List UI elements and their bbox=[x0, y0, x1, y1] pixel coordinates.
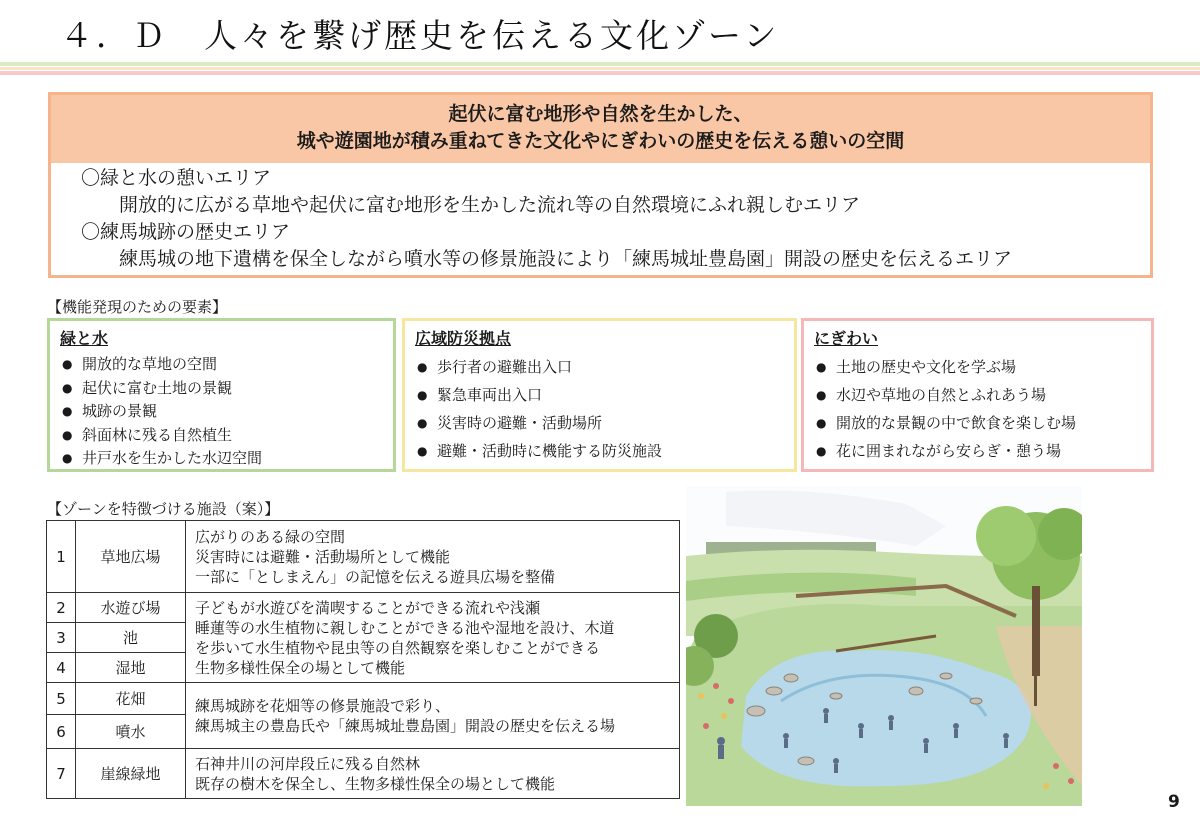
area-castle-history-title: 〇練馬城跡の歴史エリア bbox=[81, 221, 291, 243]
desc-line: 生物多様性保全の場として機能 bbox=[195, 658, 406, 677]
concept-box bbox=[48, 92, 1153, 278]
facility-name: 花畑 bbox=[76, 683, 186, 715]
area-castle-history-desc: 練馬城の地下遺構を保全しながら噴水等の修景施設により「練馬城址豊島園」開設の歴史を伝えるエリア bbox=[119, 248, 1013, 270]
function-box-title: にぎわい bbox=[814, 329, 879, 348]
functions-section-label: 【機能発現のための要素】 bbox=[47, 298, 228, 316]
facility-number: 6 bbox=[47, 715, 76, 749]
park-illustration-drawing bbox=[686, 486, 1082, 806]
concept-headline-line-2: 城や遊園地が積み重ねてきた文化やにぎわいの歴史を伝える憩いの空間 bbox=[296, 130, 905, 152]
desc-line: を歩いて水生植物や昆虫等の自然観察を楽しむことができる bbox=[195, 638, 601, 657]
area-green-water-desc: 開放的に広がる草地や起伏に富む地形を生かした流れ等の自然環境にふれ親しむエリア bbox=[119, 194, 861, 216]
function-list bbox=[814, 353, 1141, 465]
area-green-water-title: 〇緑と水の憩いエリア bbox=[81, 167, 272, 189]
desc-line: 子どもが水遊びを満喫することができる流れや浅瀬 bbox=[195, 598, 541, 617]
facility-name: 草地広場 bbox=[76, 521, 186, 593]
function-list bbox=[60, 353, 383, 471]
table-row bbox=[47, 593, 680, 623]
facility-description bbox=[186, 749, 680, 799]
concept-headline-line-1: 起伏に富む地形や自然を生かした、 bbox=[448, 103, 753, 125]
function-box-title: 広域防災拠点 bbox=[415, 329, 512, 348]
list-item: ● 緊急車両出入口 bbox=[415, 381, 784, 409]
desc-line: 災害時には避難・活動場所として機能 bbox=[195, 547, 451, 566]
title-underline-pink bbox=[0, 71, 1200, 75]
list-item: ● 水辺や草地の自然とふれあう場 bbox=[814, 381, 1141, 409]
list-item: ● 起伏に富む土地の景観 bbox=[60, 377, 383, 401]
list-item: ● 斜面林に残る自然植生 bbox=[60, 424, 383, 448]
list-item: ● 井戸水を生かした水辺空間 bbox=[60, 447, 383, 471]
facility-name: 噴水 bbox=[76, 715, 186, 749]
facility-number: 2 bbox=[47, 593, 76, 623]
desc-line: 一部に「としまえん」の記憶を伝える遊具広場を整備 bbox=[195, 567, 556, 586]
page-title: ４．Ｄ 人々を繋げ歴史を伝える文化ゾーン bbox=[60, 16, 780, 55]
table-row bbox=[47, 683, 680, 715]
table-row bbox=[47, 749, 680, 799]
title-underline-green bbox=[0, 62, 1200, 66]
function-box-lively bbox=[801, 318, 1154, 472]
facility-name: 湿地 bbox=[76, 653, 186, 683]
desc-line: 既存の樹木を保全し、生物多様性保全の場として機能 bbox=[195, 774, 556, 793]
desc-line: 練馬城主の豊島氏や「練馬城址豊島園」開設の歴史を伝える場 bbox=[195, 716, 616, 735]
facility-name: 池 bbox=[76, 623, 186, 653]
list-item: ● 花に囲まれながら安らぎ・憩う場 bbox=[814, 437, 1141, 465]
list-item: ● 開放的な景観の中で飲食を楽しむ場 bbox=[814, 409, 1141, 437]
facility-description bbox=[186, 521, 680, 593]
function-list bbox=[415, 353, 784, 465]
function-box-green-water bbox=[47, 318, 396, 472]
facility-number: 3 bbox=[47, 623, 76, 653]
facility-number: 5 bbox=[47, 683, 76, 715]
list-item: ● 土地の歴史や文化を学ぶ場 bbox=[814, 353, 1141, 381]
facility-number: 1 bbox=[47, 521, 76, 593]
facilities-section-label: 【ゾーンを特徴づける施設（案）】 bbox=[47, 500, 280, 518]
desc-line: 広がりのある緑の空間 bbox=[195, 527, 346, 546]
function-box-disaster bbox=[402, 318, 797, 472]
facility-description-flower bbox=[186, 683, 680, 749]
title-underline-orange bbox=[0, 67, 1200, 70]
facility-number: 4 bbox=[47, 653, 76, 683]
desc-line: 石神井川の河岸段丘に残る自然林 bbox=[195, 754, 421, 773]
page-number: 9 bbox=[1168, 792, 1180, 812]
facilities-table bbox=[46, 520, 680, 799]
facility-description-water bbox=[186, 593, 680, 683]
facility-name: 崖線緑地 bbox=[76, 749, 186, 799]
desc-line: 練馬城跡を花畑等の修景施設で彩り、 bbox=[195, 696, 451, 715]
function-box-title: 緑と水 bbox=[60, 329, 109, 348]
concept-areas bbox=[51, 163, 1150, 273]
list-item: ● 避難・活動時に機能する防災施設 bbox=[415, 437, 784, 465]
concept-headline bbox=[51, 95, 1150, 163]
list-item: ● 歩行者の避難出入口 bbox=[415, 353, 784, 381]
list-item: ● 開放的な草地の空間 bbox=[60, 353, 383, 377]
facility-number: 7 bbox=[47, 749, 76, 799]
facility-name: 水遊び場 bbox=[76, 593, 186, 623]
list-item: ● 災害時の避難・活動場所 bbox=[415, 409, 784, 437]
list-item: ● 城跡の景観 bbox=[60, 400, 383, 424]
table-row bbox=[47, 521, 680, 593]
desc-line: 睡蓮等の水生植物に親しむことができる池や湿地を設け、木道 bbox=[195, 618, 615, 637]
park-illustration bbox=[686, 486, 1082, 806]
